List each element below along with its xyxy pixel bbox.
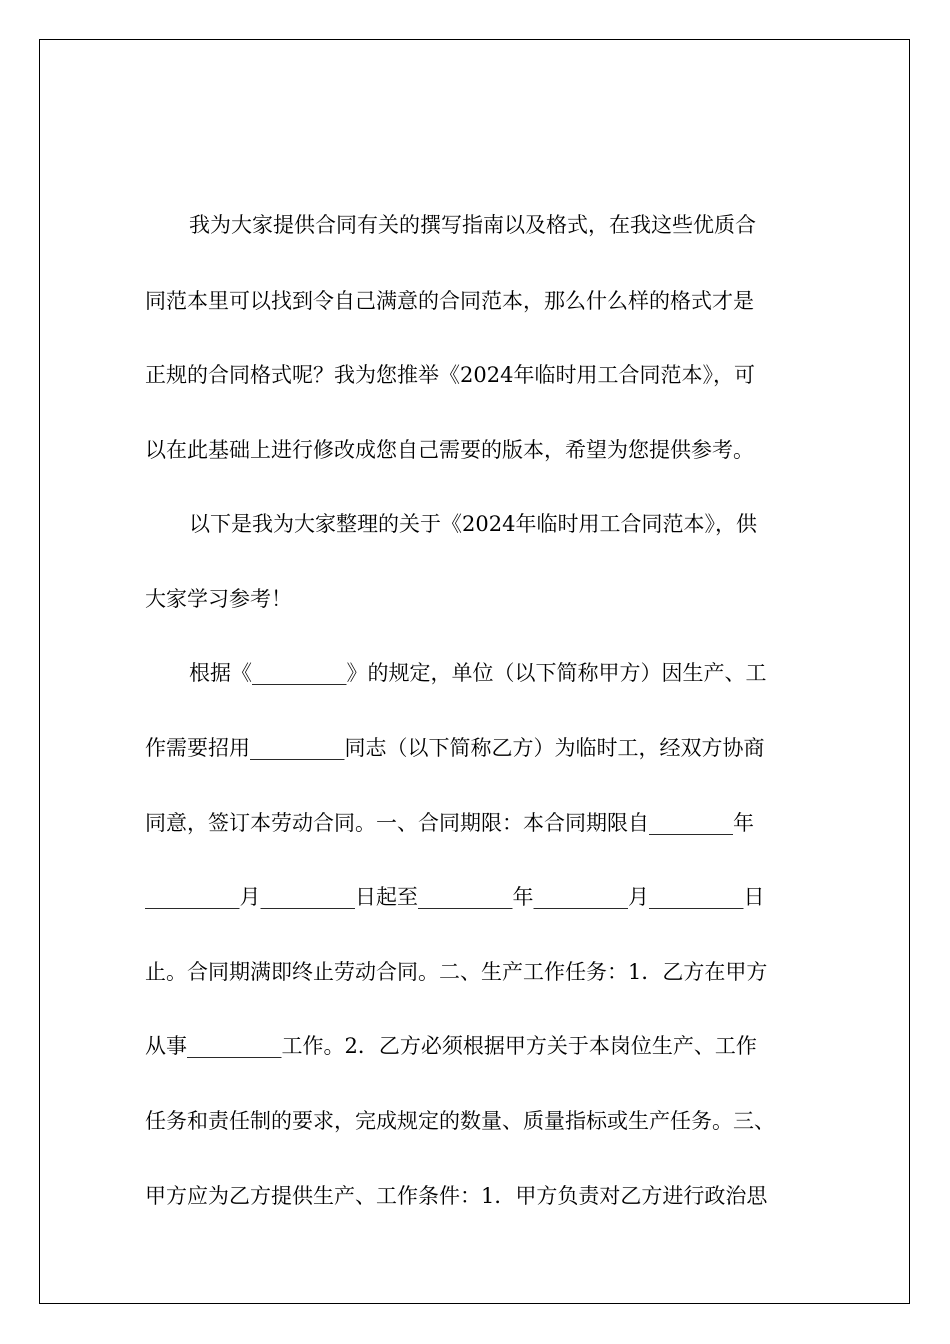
paragraph-line: 以下是我为大家整理的关于《2024年临时用工合同范本》，供: [189, 512, 757, 536]
paragraph-line: 作需要招用_________同志（以下简称乙方）为临时工，经双方协商: [145, 736, 765, 760]
paragraph-line: _________月_________日起至_________年_________月_________日: [145, 885, 765, 909]
paragraph-line: 同意，签订本劳动合同。一、合同期限：本合同期限自________年: [145, 811, 754, 835]
paragraph-line: 同范本里可以找到令自己满意的合同范本，那么什么样的格式才是: [145, 289, 754, 313]
paragraph-line: 甲方应为乙方提供生产、工作条件：1．甲方负责对乙方进行政治思: [145, 1184, 768, 1208]
paragraph-line: 我为大家提供合同有关的撰写指南以及格式，在我这些优质合: [189, 213, 756, 237]
paragraph-line: 止。合同期满即终止劳动合同。二、生产工作任务：1．乙方在甲方: [145, 960, 768, 984]
paragraph-line: 以在此基础上进行修改成您自己需要的版本，希望为您提供参考。: [145, 438, 754, 462]
paragraph-line: 正规的合同格式呢？我为您推举《2024年临时用工合同范本》，可: [145, 363, 755, 387]
paragraph-line: 大家学习参考！: [145, 587, 292, 611]
paragraph-line: 从事_________工作。2．乙方必须根据甲方关于本岗位生产、工作: [145, 1034, 757, 1058]
paragraph-line: 任务和责任制的要求，完成规定的数量、质量指标或生产任务。三、: [145, 1109, 775, 1133]
paragraph-line: 根据《_________》的规定，单位（以下简称甲方）因生产、工: [189, 661, 767, 685]
